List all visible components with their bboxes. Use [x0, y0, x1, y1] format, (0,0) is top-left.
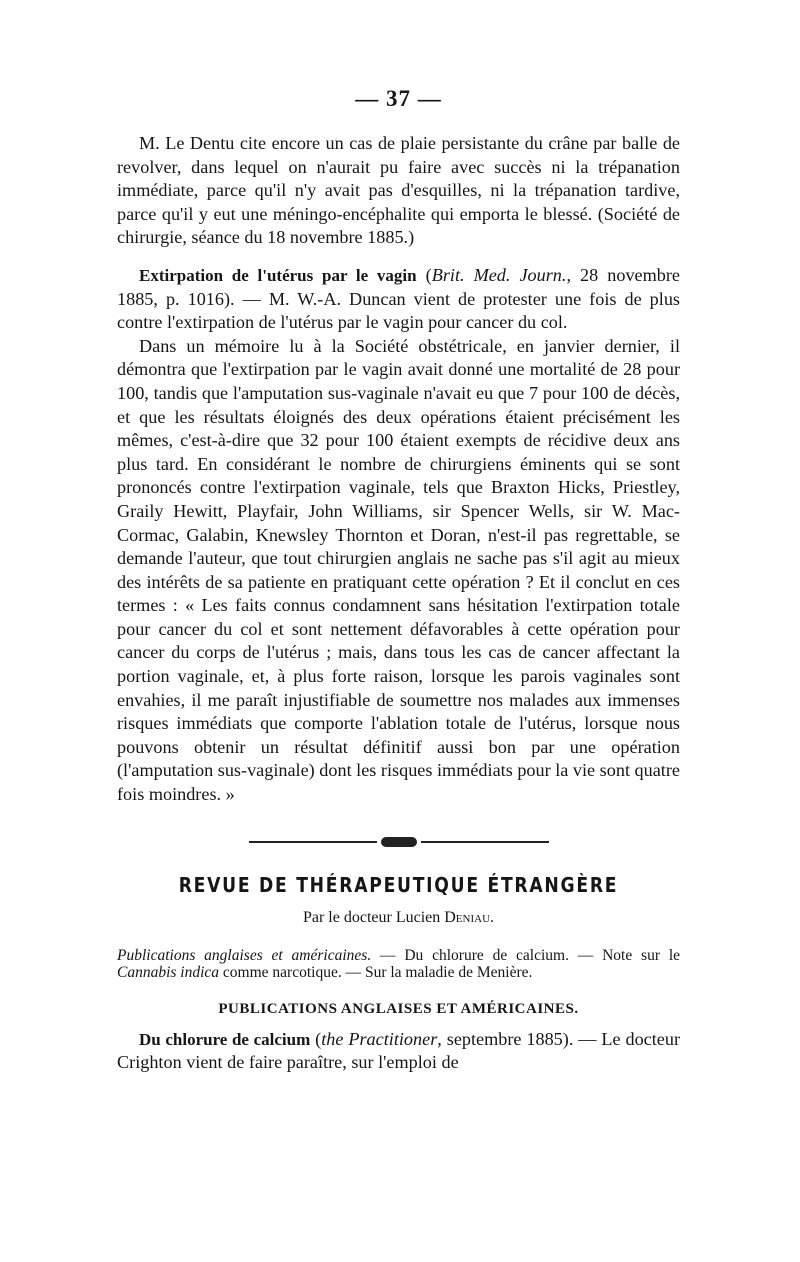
paragraph-chlorure: [117, 1028, 680, 1075]
source-open: (: [416, 264, 432, 285]
ornamental-divider: [249, 837, 549, 847]
subheading-publications: PUBLICATIONS ANGLAISES ET AMÉRICAINES.: [218, 1000, 579, 1017]
divider-line-right: [421, 841, 549, 843]
section-summary: [117, 947, 680, 981]
divider-line-left: [249, 841, 377, 843]
byline: [117, 909, 680, 927]
summary-italic: Publications anglaises et américaines.: [117, 946, 372, 964]
article-title-extirpation: Extirpation de l'utérus par le vagin: [139, 265, 417, 285]
paragraph-le-dentu: M. Le Dentu cite encore un cas de plaie persistante du crâne par balle de revolver, dans lequel on n'aurait pu faire avec succès ni la trépanation immédiate, parce qu'il n'y avait pas d'esquilles, ni la trépanation tardive, parce qu'il y eut une méningo-encéphalite qui emporta le blessé. (Société de chirurgie, séance du 18 novembre 1885.): [117, 133, 680, 248]
article-title-chlorure: Du chlorure de calcium: [139, 1029, 311, 1049]
chlorure-text: , septembre 1885). — Le docteur Crighton vient de faire paraître, sur l'emploi de: [117, 1028, 681, 1073]
summary-part-b: comme narcotique. — Sur la maladie de Menière.: [219, 963, 533, 981]
byline-author: Deniau: [444, 908, 491, 926]
summary-part-a: — Du chlorure de calcium. — Note sur le: [371, 946, 681, 964]
last-source-open: (: [310, 1028, 322, 1049]
last-journal-name: the Practitioner: [321, 1028, 438, 1049]
paragraph-extirpation: [117, 264, 680, 335]
summary-italic-cannabis: Cannabis indica: [117, 963, 220, 981]
extirpation-text: , 28 novembre 1885, p. 1016). — M. W.-A. Duncan vient de protester une fois de plus contre l'extirpation de l'utérus par le vagin pour cancer du col.: [117, 264, 680, 333]
journal-name: Brit. Med. Journ.: [431, 264, 567, 285]
paragraph-memoire: Dans un mémoire lu à la Société obstétricale, en janvier dernier, il démontra que l'extirpation par le vagin avait donné une mortalité de 28 pour 100, tandis que l'amputation sus-vaginale n'avait eu que 7 pour 100 de décès, et que les résultats éloignés des deux opérations étaient précisément les mêmes, c'est-à-dire que 32 pour 100 étaient exempts de récidive deux ans plus tard. En considérant le nombre de chirurgiens éminents qui se sont prononcés contre l'extirpation vaginale, tels que Braxton Hicks, Priestley, Graily Hewitt, Playfair, John Williams, sir Spencer Wells, sir W. Mac-Cormac, Galabin, Knewsley Thornton et Doran, n'est-il pas regrettable, se demande l'auteur, que tout chirurgien anglais ne sache pas s'il agit au mieux des intérêts de sa patiente en pratiquant cette opération ? Et il conclut en ces termes : « Les faits connus condamnent sans hésitation l'extirpation totale pour cancer du col et sont nettement défavorables à cette opération pour cancer du corps de l'utérus ; mais, dans tous les cas de cancer affectant la portion vaginale, et, à plus forte raison, lorsque les parois vaginales sont envahies, il me paraît injustifiable de soumettre nos malades aux immenses risques immédiats que comporte l'ablation totale de l'utérus, lorsque nous pouvons obtenir un résultat définitif aussi bon par une opération (l'amputation sus-vaginale) dont les risques immédiats pour la vie sont quatre fois moindres. »: [117, 335, 680, 805]
page: [117, 86, 680, 1075]
divider-ornament-icon: [381, 837, 417, 847]
byline-prefix: Par le docteur Lucien: [302, 908, 445, 926]
section-heading: REVUE DE THÉRAPEUTIQUE ÉTRANGÈRE: [178, 872, 619, 897]
byline-suffix: .: [490, 908, 495, 926]
page-number: — 37 —: [355, 86, 442, 111]
